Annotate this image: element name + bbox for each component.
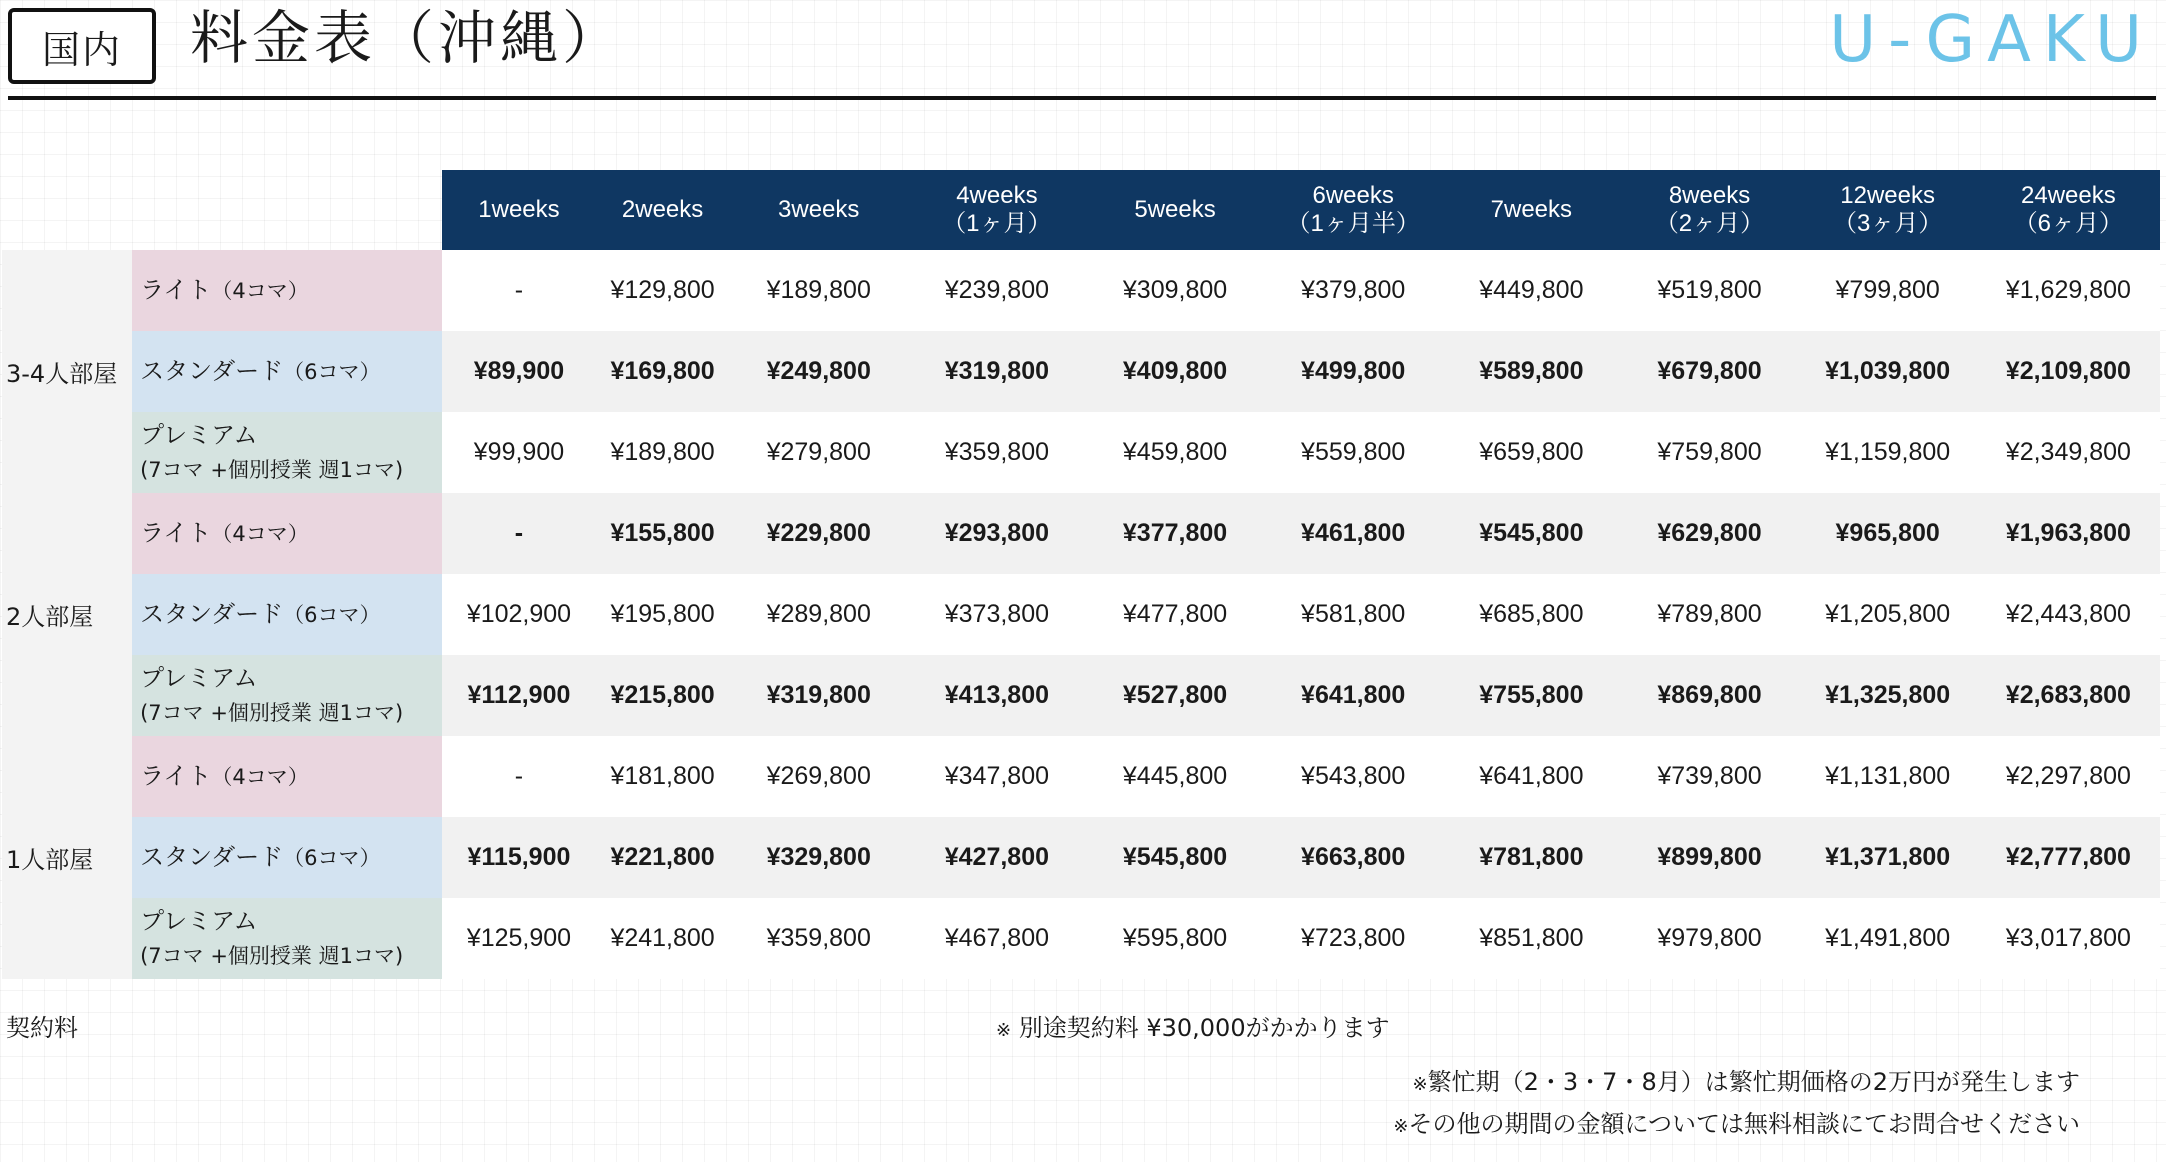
price-cell: ¥2,297,800 — [1977, 736, 2160, 817]
price-cell: ¥319,800 — [730, 655, 908, 736]
price-cell: ¥3,017,800 — [1977, 898, 2160, 979]
price-cell: - — [442, 736, 595, 817]
price-cell: ¥641,800 — [1264, 655, 1442, 736]
column-header-duration: 2weeks — [621, 196, 704, 223]
plan-label-standard — [132, 817, 442, 898]
price-cell: ¥249,800 — [730, 331, 908, 412]
contract-label: 契約料 — [6, 1014, 78, 1042]
brand-logo: U-GAKU — [1829, 3, 2154, 77]
price-cell: ¥545,800 — [1442, 493, 1620, 574]
plan-label-light — [132, 493, 442, 574]
price-cell: ¥499,800 — [1264, 331, 1442, 412]
price-cell: ¥459,800 — [1086, 412, 1264, 493]
price-cell: ¥869,800 — [1620, 655, 1798, 736]
column-header-months: （3ヶ月） — [1832, 210, 1943, 237]
plan-name: スタンダード — [140, 843, 284, 871]
price-cell: ¥965,800 — [1799, 493, 1977, 574]
price-cell: - — [442, 250, 595, 331]
table-row — [2, 655, 2160, 736]
price-cell: - — [442, 493, 595, 574]
plan-name: スタンダード — [140, 600, 284, 628]
room-type-label: 2人部屋 — [2, 493, 132, 736]
plan-label-standard — [132, 574, 442, 655]
price-cell: ¥189,800 — [596, 412, 730, 493]
plan-name: ライト — [140, 762, 212, 790]
price-cell: ¥679,800 — [1620, 331, 1798, 412]
plan-name: ライト — [140, 276, 212, 304]
plan-label-premium — [132, 898, 442, 979]
price-cell: ¥467,800 — [908, 898, 1086, 979]
column-header — [1799, 170, 1977, 250]
price-cell: ¥2,349,800 — [1977, 412, 2160, 493]
price-cell: ¥789,800 — [1620, 574, 1798, 655]
column-header-months: （6ヶ月） — [2013, 210, 2124, 237]
price-cell: ¥413,800 — [908, 655, 1086, 736]
price-cell: ¥629,800 — [1620, 493, 1798, 574]
plan-label-light — [132, 250, 442, 331]
plan-lessons: （4コマ） — [211, 765, 309, 789]
plan-lessons: （4コマ） — [211, 279, 309, 303]
other-period-note-text: その他の期間の金額については無料相談にてお問合せください — [1408, 1110, 2080, 1138]
price-cell: ¥979,800 — [1620, 898, 1798, 979]
price-cell: ¥347,800 — [908, 736, 1086, 817]
price-cell: ¥102,900 — [442, 574, 595, 655]
table-row — [2, 898, 2160, 979]
price-cell: ¥241,800 — [596, 898, 730, 979]
column-header-months: （1ヶ月半） — [1286, 210, 1420, 237]
price-cell: ¥781,800 — [1442, 817, 1620, 898]
price-cell: ¥229,800 — [730, 493, 908, 574]
plan-label-standard — [132, 331, 442, 412]
price-cell: ¥1,371,800 — [1799, 817, 1977, 898]
price-cell: ¥545,800 — [1086, 817, 1264, 898]
column-header — [1620, 170, 1798, 250]
plan-name: ライト — [140, 519, 212, 547]
price-cell: ¥125,900 — [442, 898, 595, 979]
price-cell: ¥239,800 — [908, 250, 1086, 331]
price-cell: ¥519,800 — [1620, 250, 1798, 331]
header-row — [2, 170, 2160, 250]
price-cell: ¥663,800 — [1264, 817, 1442, 898]
plan-lessons: (7コマ +個別授業 週1コマ) — [140, 701, 404, 725]
price-cell: ¥169,800 — [596, 331, 730, 412]
column-header-months: （1ヶ月） — [942, 210, 1052, 237]
page-header — [0, 0, 2166, 104]
table-body — [2, 250, 2160, 979]
column-header-duration: 7weeks — [1490, 196, 1573, 223]
plan-name: スタンダード — [140, 357, 284, 385]
price-cell: ¥723,800 — [1264, 898, 1442, 979]
column-header — [1264, 170, 1442, 250]
column-header-duration: 1weeks — [478, 196, 560, 223]
column-header-months: （2ヶ月） — [1654, 210, 1765, 237]
price-cell: ¥377,800 — [1086, 493, 1264, 574]
price-cell: ¥543,800 — [1264, 736, 1442, 817]
price-cell: ¥319,800 — [908, 331, 1086, 412]
price-cell: ¥1,325,800 — [1799, 655, 1977, 736]
plan-lessons: （6コマ） — [283, 603, 381, 627]
table-row — [2, 736, 2160, 817]
plan-label-premium — [132, 655, 442, 736]
column-header-duration: 24weeks — [2021, 182, 2116, 209]
note-mark: ※ — [996, 1020, 1012, 1041]
table-row — [2, 331, 2160, 412]
plan-lessons: (7コマ +個別授業 週1コマ) — [140, 944, 404, 968]
column-header-duration: 3weeks — [778, 196, 860, 223]
price-cell: ¥99,900 — [442, 412, 595, 493]
price-cell: ¥129,800 — [596, 250, 730, 331]
price-cell: ¥2,109,800 — [1977, 331, 2160, 412]
price-cell: ¥799,800 — [1799, 250, 1977, 331]
price-cell: ¥181,800 — [596, 736, 730, 817]
price-cell: ¥755,800 — [1442, 655, 1620, 736]
price-cell: ¥449,800 — [1442, 250, 1620, 331]
plan-name: プレミアム — [140, 421, 258, 449]
note-mark: ※ — [1412, 1074, 1428, 1095]
price-cell: ¥373,800 — [908, 574, 1086, 655]
column-header-duration: 6weeks — [1312, 182, 1394, 209]
price-cell: ¥739,800 — [1620, 736, 1798, 817]
price-cell: ¥359,800 — [908, 412, 1086, 493]
price-cell: ¥1,629,800 — [1977, 250, 2160, 331]
price-cell: ¥329,800 — [730, 817, 908, 898]
price-cell: ¥581,800 — [1264, 574, 1442, 655]
price-cell: ¥115,900 — [442, 817, 595, 898]
price-cell: ¥1,039,800 — [1799, 331, 1977, 412]
price-cell: ¥189,800 — [730, 250, 908, 331]
price-cell: ¥1,963,800 — [1977, 493, 2160, 574]
column-header — [1086, 170, 1264, 250]
plan-name: プレミアム — [140, 664, 258, 692]
price-cell: ¥641,800 — [1442, 736, 1620, 817]
plan-lessons: （6コマ） — [283, 360, 381, 384]
table-row — [2, 574, 2160, 655]
column-header-duration: 4weeks — [956, 182, 1038, 209]
price-cell: ¥685,800 — [1442, 574, 1620, 655]
column-header-duration: 8weeks — [1668, 182, 1751, 209]
price-cell: ¥427,800 — [908, 817, 1086, 898]
price-cell: ¥559,800 — [1264, 412, 1442, 493]
price-cell: ¥269,800 — [730, 736, 908, 817]
column-header — [442, 170, 595, 250]
price-cell: ¥1,491,800 — [1799, 898, 1977, 979]
price-cell: ¥293,800 — [908, 493, 1086, 574]
price-cell: ¥2,777,800 — [1977, 817, 2160, 898]
price-cell: ¥155,800 — [596, 493, 730, 574]
price-cell: ¥461,800 — [1264, 493, 1442, 574]
price-cell: ¥589,800 — [1442, 331, 1620, 412]
column-header-duration: 5weeks — [1134, 196, 1216, 223]
room-type-label: 1人部屋 — [2, 736, 132, 979]
price-cell: ¥659,800 — [1442, 412, 1620, 493]
column-header — [730, 170, 908, 250]
contract-note — [996, 1008, 1390, 1043]
price-cell: ¥595,800 — [1086, 898, 1264, 979]
price-cell: ¥1,205,800 — [1799, 574, 1977, 655]
busy-season-note-text: 繁忙期（2・3・7・8月）は繁忙期価格の2万円が発生します — [1427, 1068, 2080, 1096]
plan-lessons: （4コマ） — [211, 522, 309, 546]
price-cell: ¥195,800 — [596, 574, 730, 655]
price-cell: ¥409,800 — [1086, 331, 1264, 412]
price-cell: ¥477,800 — [1086, 574, 1264, 655]
header-blank — [2, 170, 442, 250]
price-cell: ¥527,800 — [1086, 655, 1264, 736]
table-row — [2, 250, 2160, 331]
column-header — [596, 170, 730, 250]
room-type-label: 3-4人部屋 — [2, 250, 132, 493]
table-row — [2, 817, 2160, 898]
price-cell: ¥221,800 — [596, 817, 730, 898]
price-cell: ¥2,683,800 — [1977, 655, 2160, 736]
title-divider — [8, 96, 2156, 100]
plan-name: プレミアム — [140, 907, 258, 935]
price-cell: ¥289,800 — [730, 574, 908, 655]
price-cell: ¥279,800 — [730, 412, 908, 493]
domestic-tag: 国内 — [8, 8, 156, 84]
price-cell: ¥2,443,800 — [1977, 574, 2160, 655]
plan-label-premium — [132, 412, 442, 493]
other-period-note — [1393, 1104, 2080, 1139]
price-cell: ¥851,800 — [1442, 898, 1620, 979]
plan-lessons: (7コマ +個別授業 週1コマ) — [140, 458, 404, 482]
column-header — [1977, 170, 2160, 250]
price-cell: ¥359,800 — [730, 898, 908, 979]
plan-label-light — [132, 736, 442, 817]
price-cell: ¥1,131,800 — [1799, 736, 1977, 817]
note-mark: ※ — [1393, 1116, 1409, 1137]
price-cell: ¥1,159,800 — [1799, 412, 1977, 493]
price-cell: ¥759,800 — [1620, 412, 1798, 493]
price-cell: ¥309,800 — [1086, 250, 1264, 331]
table-row — [2, 412, 2160, 493]
price-cell: ¥379,800 — [1264, 250, 1442, 331]
busy-season-note — [1413, 1062, 2080, 1097]
price-table — [2, 170, 2160, 979]
price-cell: ¥112,900 — [442, 655, 595, 736]
price-cell: ¥899,800 — [1620, 817, 1798, 898]
table-row — [2, 493, 2160, 574]
price-cell: ¥445,800 — [1086, 736, 1264, 817]
column-header — [1442, 170, 1620, 250]
contract-note-text: 別途契約料 ¥30,000がかかります — [1011, 1014, 1390, 1042]
price-cell: ¥215,800 — [596, 655, 730, 736]
column-header — [908, 170, 1086, 250]
column-header-duration: 12weeks — [1840, 182, 1936, 209]
plan-lessons: （6コマ） — [283, 846, 381, 870]
price-cell: ¥89,900 — [442, 331, 595, 412]
page-title: 料金表（沖縄） — [190, 4, 625, 72]
